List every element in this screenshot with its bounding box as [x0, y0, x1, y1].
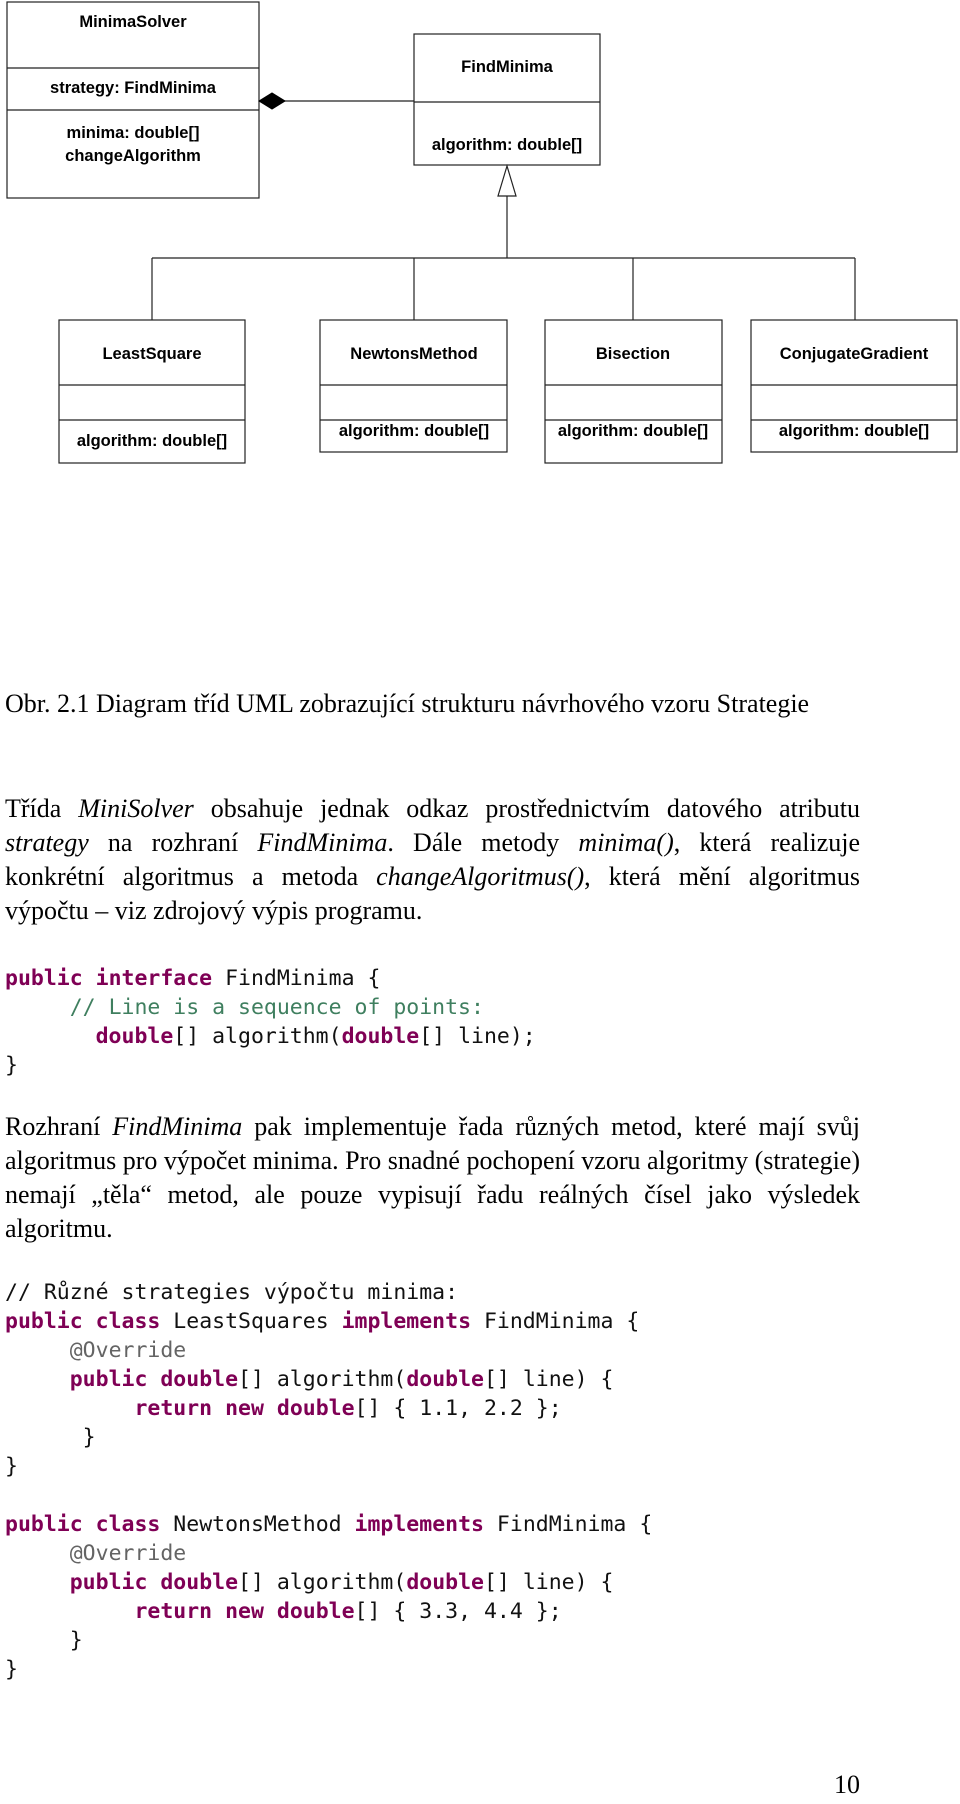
- least-square-name: LeastSquare: [102, 345, 202, 363]
- paragraph-2: Rozhraní FindMinima pak implementuje řada různých metod, které mají svůj algoritmus pro výpočet minima. Pro snadné pochopení vzoru algoritmy (strategie) nemají „těla“ metod, ale pouze vypisují řadu reálných čísel jako výsledek algoritmu.: [5, 1112, 860, 1243]
- uml-class-diagram: [0, 0, 960, 480]
- class-newtons-method: [320, 320, 507, 452]
- inheritance-arrowhead: [498, 166, 516, 196]
- code-block-strategies: // Různé strategies výpočtu minima: public class LeastSquares implements FindMinima { @Override public double[] algorithm(double[] line) { return new double[] { 1.1, 2.2 }; } } public class NewtonsMethod implements FindMinima { @Override public double[] algorithm(double[] line) { return new double[] { 3.3, 4.4 }; } }: [5, 1280, 653, 1682]
- class-bisection: [545, 320, 722, 463]
- minima-solver-method-2: changeAlgorithm: [65, 147, 201, 165]
- minima-solver-name: MinimaSolver: [79, 13, 187, 31]
- page-number: 10: [834, 1770, 860, 1799]
- class-least-square: [59, 320, 245, 463]
- conjugate-gradient-method: algorithm: double[]: [778, 422, 930, 440]
- class-minima-solver: [7, 2, 259, 198]
- composition-diamond: [259, 93, 285, 109]
- bisection-method: algorithm: double[]: [557, 422, 709, 440]
- conjugate-gradient-name: ConjugateGradient: [779, 345, 929, 363]
- code-block-interface: public interface FindMinima { // Line is a sequence of points: double[] algorithm(double[] line); }: [5, 966, 536, 1078]
- minima-solver-attribute: strategy: FindMinima: [50, 79, 216, 97]
- composition-connector: [259, 93, 415, 109]
- minima-solver-method-1: minima: double[]: [66, 124, 200, 142]
- class-conjugate-gradient: [751, 320, 957, 452]
- class-find-minima: [414, 34, 600, 165]
- find-minima-method: algorithm: double[]: [431, 136, 583, 154]
- bisection-name: Bisection: [595, 345, 671, 363]
- figure-caption: Obr. 2.1 Diagram tříd UML zobrazující strukturu návrhového vzoru Strategie: [5, 689, 810, 718]
- newtons-method-name: NewtonsMethod: [350, 345, 478, 363]
- find-minima-name: FindMinima: [461, 58, 553, 76]
- paragraph-1: Třída MiniSolver obsahuje jednak odkaz prostřednictvím datového atributu strategy na rozhraní FindMinima. Dále metody minima(), která realizuje konkrétní algoritmus a metoda changeAlgoritmus(), která mění algoritmus výpočtu – viz zdrojový výpis programu.: [5, 794, 861, 925]
- newtons-method-method: algorithm: double[]: [338, 422, 490, 440]
- least-square-method: algorithm: double[]: [76, 432, 228, 450]
